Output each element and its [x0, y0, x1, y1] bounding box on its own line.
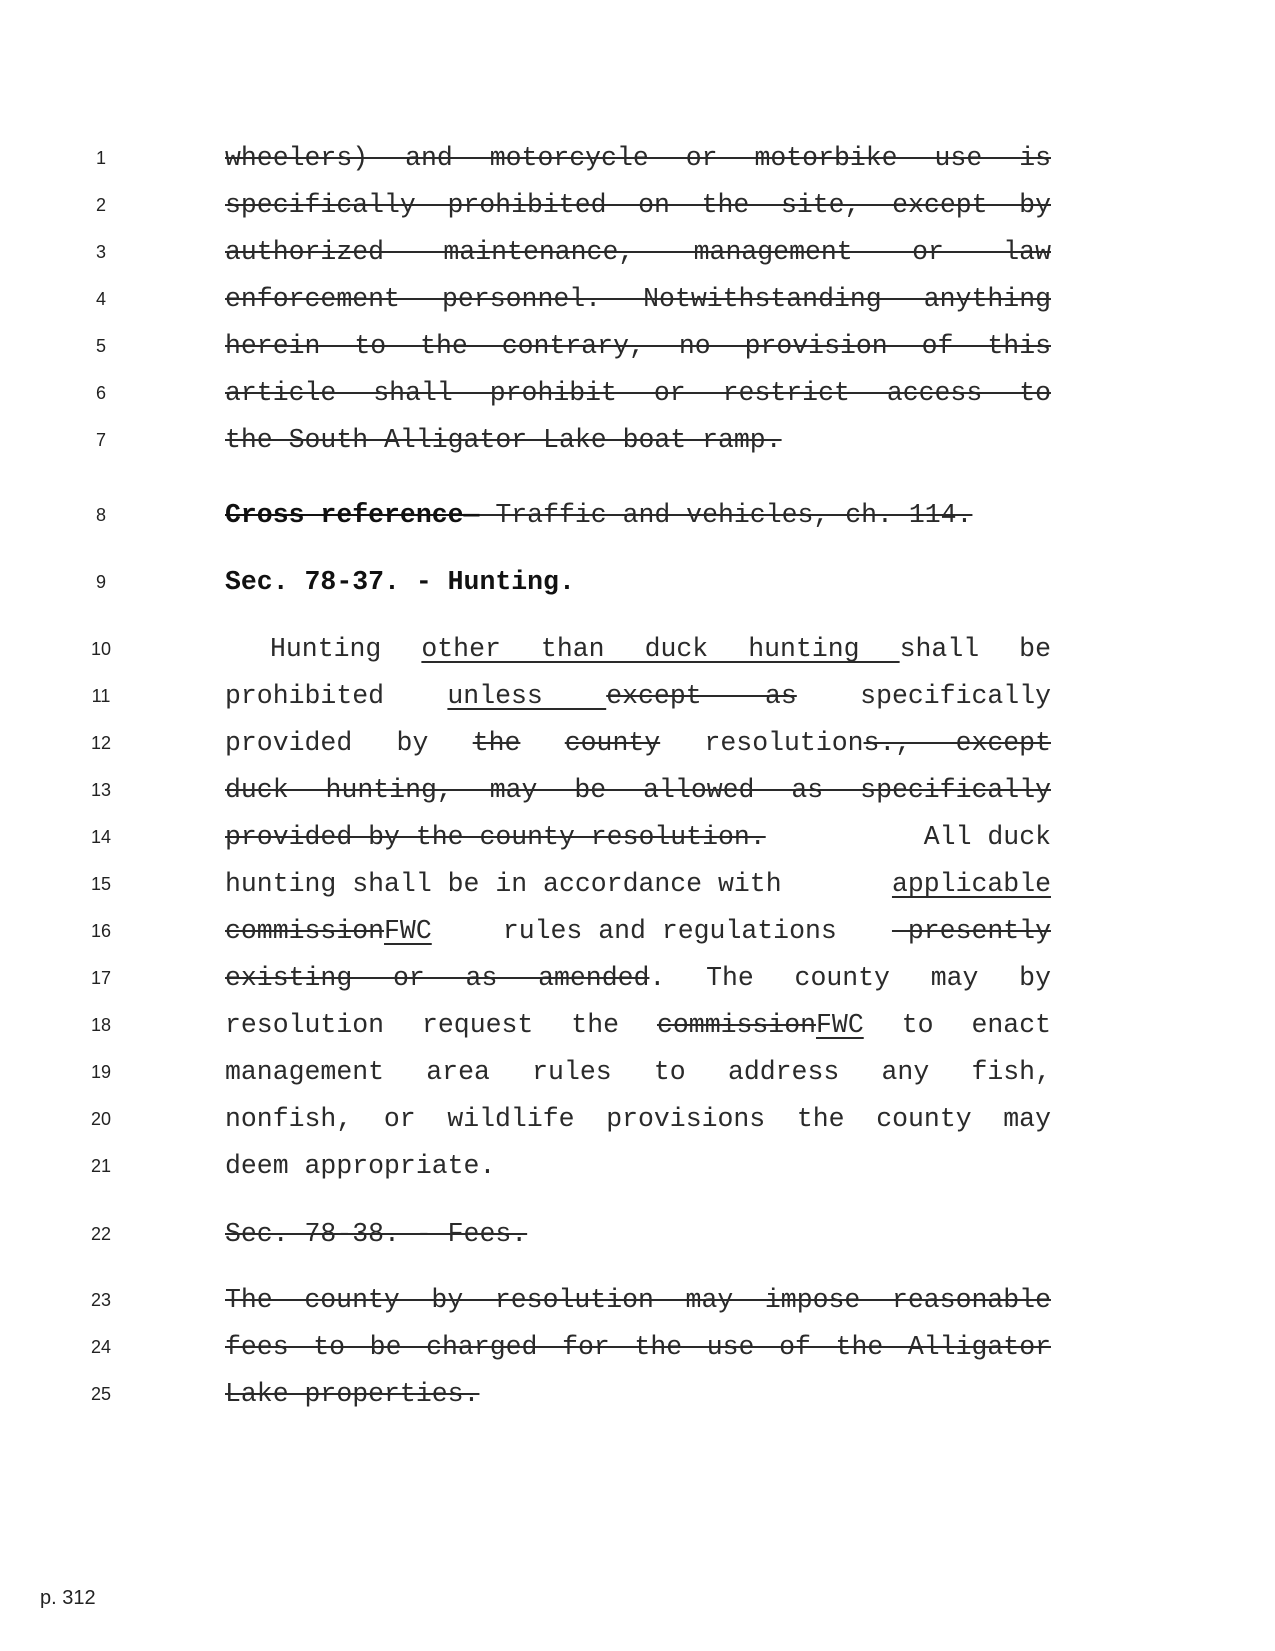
- deleted-text: s., except: [863, 728, 1051, 758]
- line-number: 24: [90, 1337, 112, 1357]
- cross-reference-line: [225, 491, 1051, 540]
- line-number: 6: [95, 383, 106, 403]
- line-text: [225, 813, 1051, 862]
- line-number: 7: [95, 430, 106, 450]
- line-text: deem appropriate.: [225, 1151, 496, 1181]
- document-line: [0, 134, 1275, 183]
- document-line: [0, 416, 1275, 465]
- line-text-deleted: authorized maintenance, management or law: [225, 237, 1051, 267]
- line-number: 2: [95, 195, 106, 215]
- document-line: [0, 558, 1275, 607]
- text-span: prohibited: [225, 681, 448, 711]
- section-heading-deleted: Sec. 78-38. - Fees.: [225, 1219, 528, 1249]
- text-span: resolution request the: [225, 1010, 657, 1040]
- line-text-deleted: wheelers) and motorcycle or motorbike use is: [225, 143, 1051, 173]
- line-number: 22: [90, 1224, 112, 1244]
- document-line: [0, 1370, 1275, 1419]
- document-line: [0, 907, 1275, 956]
- line-text: [225, 672, 1051, 721]
- line-number: 11: [91, 686, 111, 706]
- text-span: resolution: [660, 728, 864, 758]
- line-number: 1: [95, 148, 106, 168]
- document-line: [0, 1276, 1275, 1325]
- text-span: . The county may by: [649, 963, 1051, 993]
- text-span: Hunting: [270, 634, 422, 664]
- inserted-text: FWC: [816, 1010, 864, 1040]
- text-span: specifically: [796, 681, 1051, 711]
- document-line: [0, 1210, 1275, 1259]
- line-number: 18: [90, 1015, 112, 1035]
- deleted-text: provided by the county resolution.: [225, 822, 766, 852]
- document-line: [0, 1001, 1275, 1050]
- document-line: [0, 813, 1275, 862]
- line-number: 16: [90, 921, 112, 941]
- line-text: [225, 1001, 1051, 1050]
- document-line: [0, 369, 1275, 418]
- line-number: 12: [90, 733, 112, 753]
- cross-reference-text: Traffic and vehicles, ch. 114.: [479, 500, 973, 530]
- document-line: [0, 491, 1275, 540]
- document-line: [0, 181, 1275, 230]
- line-number: 23: [90, 1290, 112, 1310]
- deleted-text: commission: [225, 916, 385, 946]
- text-span: shall be: [899, 634, 1051, 664]
- line-text-deleted: specifically prohibited on the site, except by: [225, 190, 1051, 220]
- document-line: [0, 1142, 1275, 1191]
- text-span: [520, 728, 564, 758]
- document-line: [0, 228, 1275, 277]
- inserted-text: unless: [447, 681, 607, 711]
- document-line: [0, 766, 1275, 815]
- page-number: p. 312: [40, 1587, 96, 1609]
- deleted-text: presently: [891, 916, 1051, 946]
- line-text-deleted: herein to the contrary, no provision of this: [225, 331, 1051, 361]
- deleted-text: the: [472, 728, 521, 758]
- document-line: [0, 625, 1275, 674]
- line-text-deleted: enforcement personnel. Notwithstanding anything: [225, 284, 1051, 314]
- inserted-text: FWC: [384, 916, 432, 946]
- document-line: [0, 275, 1275, 324]
- inserted-text: applicable: [891, 869, 1051, 899]
- deleted-text: county: [564, 728, 661, 758]
- line-number: 8: [95, 505, 106, 525]
- inserted-text: other than duck hunting: [421, 634, 900, 664]
- line-number: 20: [90, 1109, 112, 1129]
- line-number: 3: [95, 242, 106, 262]
- section-heading: Sec. 78-37. - Hunting.: [225, 567, 575, 597]
- deleted-text: existing or as amended: [225, 963, 650, 993]
- text-group: [225, 907, 432, 956]
- line-text-deleted: article shall prohibit or restrict access to: [225, 378, 1051, 408]
- line-number: 10: [90, 639, 112, 659]
- line-text: [225, 719, 1051, 768]
- document-line: [0, 1323, 1275, 1372]
- line-number: 13: [90, 780, 112, 800]
- line-text-deleted: the South Alligator Lake boat ramp.: [225, 425, 782, 455]
- line-text: [225, 954, 1051, 1003]
- deleted-text: except as: [606, 681, 797, 711]
- line-text-deleted: fees to be charged for the use of the Alligator: [225, 1332, 1051, 1362]
- line-text: management area rules to address any fish,: [225, 1057, 1051, 1087]
- line-number: 15: [90, 874, 112, 894]
- line-number: 5: [95, 336, 106, 356]
- line-number: 21: [90, 1156, 112, 1176]
- document-line: [0, 322, 1275, 371]
- line-number: 19: [90, 1062, 112, 1082]
- text-span: rules and regulations: [486, 916, 837, 946]
- line-text: [225, 860, 1051, 909]
- text-span: to enact: [863, 1010, 1052, 1040]
- line-text-deleted: The county by resolution may impose reasonable: [225, 1285, 1051, 1315]
- line-number: 14: [90, 827, 112, 847]
- line-number: 4: [95, 289, 106, 309]
- document-line: [0, 954, 1275, 1003]
- deleted-text: commission: [656, 1010, 817, 1040]
- text-span: All duck: [907, 822, 1051, 852]
- line-text: nonfish, or wildlife provisions the county may: [225, 1104, 1051, 1134]
- text-span: hunting shall be in accordance with: [225, 869, 798, 899]
- document-line: [0, 1048, 1275, 1097]
- document-line: [0, 860, 1275, 909]
- document-line: [0, 719, 1275, 768]
- line-number: 17: [90, 968, 112, 988]
- text-span: provided by: [225, 728, 473, 758]
- line-number: 9: [95, 572, 106, 592]
- document-line: [0, 672, 1275, 721]
- line-number: 25: [90, 1384, 112, 1404]
- cross-reference-label: Cross reference—: [225, 500, 480, 530]
- line-text: [225, 907, 1051, 956]
- document-line: [0, 1095, 1275, 1144]
- line-text-deleted: duck hunting, may be allowed as specifically: [225, 775, 1051, 805]
- line-text-deleted: Lake properties.: [225, 1379, 480, 1409]
- line-text: [225, 625, 1051, 674]
